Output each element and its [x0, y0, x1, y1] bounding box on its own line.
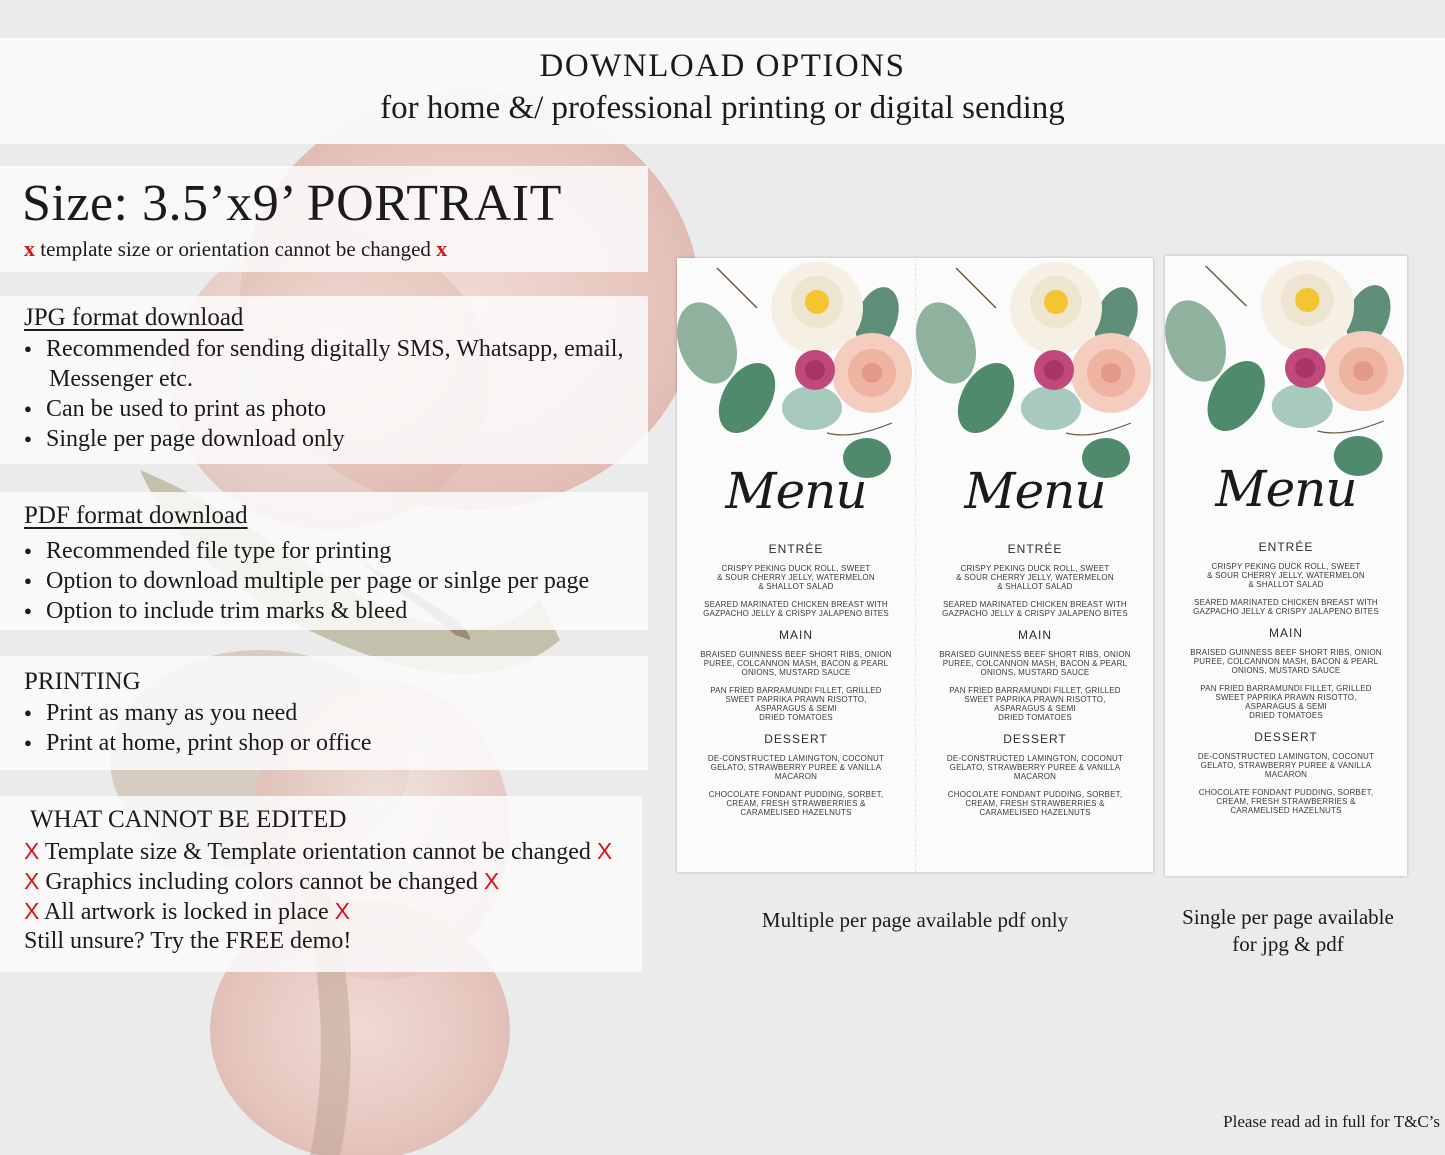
menu-card	[677, 258, 915, 872]
restriction-line: X Graphics including colors cannot be changed X	[24, 868, 500, 895]
pdf-title: PDF format download	[24, 502, 248, 529]
size-note	[24, 236, 447, 262]
single-per-page-preview	[1165, 256, 1407, 876]
restriction-line: X All artwork is locked in place X	[24, 898, 350, 925]
menu-card	[1165, 256, 1407, 876]
red-x-mark: X	[334, 898, 350, 924]
list-item: ● Can be used to print as photo	[24, 394, 623, 424]
single-per-page-caption	[1158, 904, 1418, 958]
dish-item: BRAISED GUINNESS BEEF SHORT RIBS, ONION PUREE, COLCANNON MASH, BACON & PEARL ONIONS, MUSTARD SAUCE	[939, 650, 1131, 677]
dish-item: PAN FRIED BARRAMUNDI FILLET, GRILLED SWEET PAPRIKA PRAWN RISOTTO, ASPARAGUS & SEMI DRIED TOMATOES	[949, 686, 1121, 722]
dish-item: SEARED MARINATED CHICKEN BREAST WITH GAZPACHO JELLY & CRISPY JALAPENO BITES	[942, 600, 1128, 618]
page-title: DOWNLOAD OPTIONS	[539, 48, 906, 84]
list-item: ● Print as many as you need	[24, 698, 372, 728]
menu-script-title: Menu	[964, 462, 1106, 520]
dish-item: DE-CONSTRUCTED LAMINGTON, COCONUT GELATO, STRAWBERRY PUREE & VANILLA MACARON	[707, 754, 885, 781]
list-item: ● Recommended for sending digitally SMS, Whatsapp, email, Messenger etc.	[24, 334, 623, 394]
printing-panel	[0, 656, 648, 770]
dish-item: BRAISED GUINNESS BEEF SHORT RIBS, ONION PUREE, COLCANNON MASH, BACON & PEARL ONIONS, MUSTARD SAUCE	[700, 650, 892, 677]
floral-illustration	[677, 258, 915, 488]
course-heading: MAIN	[1269, 626, 1303, 640]
list-item: ● Recommended file type for printing	[24, 536, 589, 566]
printing-title: PRINTING	[24, 668, 141, 695]
bullet-continuation: Messenger etc.	[49, 366, 193, 392]
course-heading: ENTRÉE	[768, 542, 824, 556]
red-x-mark: X	[24, 838, 40, 864]
floral-illustration	[1165, 256, 1407, 486]
jpg-title: JPG format download	[24, 304, 244, 331]
dish-item: CHOCOLATE FONDANT PUDDING, SORBET, CREAM, FRESH STRAWBERRIES & CARAMELISED HAZELNUTS	[1198, 788, 1374, 815]
dish-item: CRISPY PEKING DUCK ROLL, SWEET & SOUR CHERRY JELLY, WATERMELON & SHALLOT SALAD	[717, 564, 875, 591]
list-item: ● Print at home, print shop or office	[24, 728, 372, 758]
size-title: Size: 3.5’x9’ PORTRAIT	[22, 175, 562, 232]
printing-bullet-list	[24, 698, 372, 758]
red-x-mark: X	[24, 898, 40, 924]
single-caption-line: for jpg & pdf	[1232, 932, 1344, 956]
terms-note: Please read ad in full for T&C’s	[1223, 1112, 1440, 1131]
dish-item: PAN FRIED BARRAMUNDI FILLET, GRILLED SWEET PAPRIKA PRAWN RISOTTO, ASPARAGUS & SEMI DRIED TOMATOES	[710, 686, 882, 722]
dish-item: CHOCOLATE FONDANT PUDDING, SORBET, CREAM, FRESH STRAWBERRIES & CARAMELISED HAZELNUTS	[708, 790, 884, 817]
menu-body	[677, 542, 915, 826]
dish-item: PAN FRIED BARRAMUNDI FILLET, GRILLED SWEET PAPRIKA PRAWN RISOTTO, ASPARAGUS & SEMI DRIED TOMATOES	[1200, 684, 1372, 720]
jpg-bullet-list	[24, 334, 623, 454]
dish-item: DE-CONSTRUCTED LAMINGTON, COCONUT GELATO, STRAWBERRY PUREE & VANILLA MACARON	[946, 754, 1124, 781]
restrictions-title: WHAT CANNOT BE EDITED	[30, 806, 347, 833]
red-x-mark: X	[596, 838, 613, 864]
multiple-per-page-caption: Multiple per page available pdf only	[761, 908, 1069, 932]
menu-script-title: Menu	[725, 462, 867, 520]
course-heading: DESSERT	[1003, 732, 1067, 746]
dish-item: CRISPY PEKING DUCK ROLL, SWEET & SOUR CHERRY JELLY, WATERMELON & SHALLOT SALAD	[1207, 562, 1365, 589]
course-heading: DESSERT	[1254, 730, 1318, 744]
dish-item: SEARED MARINATED CHICKEN BREAST WITH GAZPACHO JELLY & CRISPY JALAPENO BITES	[703, 600, 889, 618]
page-subtitle: for home &/ professional printing or digital sending	[380, 90, 1065, 126]
multiple-per-page-preview	[677, 258, 1153, 872]
course-heading: ENTRÉE	[1258, 540, 1314, 554]
demo-prompt: Still unsure? Try the FREE demo!	[24, 928, 352, 954]
pdf-panel	[0, 492, 648, 630]
course-heading: ENTRÉE	[1007, 542, 1063, 556]
dish-item: DE-CONSTRUCTED LAMINGTON, COCONUT GELATO, STRAWBERRY PUREE & VANILLA MACARON	[1197, 752, 1375, 779]
menu-card	[915, 258, 1153, 872]
course-heading: DESSERT	[764, 732, 828, 746]
size-note-text: template size or orientation cannot be changed	[40, 237, 431, 261]
menu-script-title: Menu	[1215, 460, 1357, 518]
red-x-mark: x	[24, 236, 35, 261]
red-x-mark: x	[436, 236, 448, 261]
menu-body	[1165, 540, 1407, 824]
size-panel	[0, 166, 648, 272]
dish-item: SEARED MARINATED CHICKEN BREAST WITH GAZPACHO JELLY & CRISPY JALAPENO BITES	[1193, 598, 1379, 616]
red-x-mark: X	[24, 868, 40, 894]
restrictions-panel	[0, 796, 642, 972]
restriction-line: X Template size & Template orientation cannot be changed X	[24, 838, 613, 865]
dish-item: BRAISED GUINNESS BEEF SHORT RIBS, ONION PUREE, COLCANNON MASH, BACON & PEARL ONIONS, MUSTARD SAUCE	[1190, 648, 1382, 675]
list-item: ● Single per page download only	[24, 424, 623, 454]
list-item: ● Option to download multiple per page or sinlge per page	[24, 566, 589, 596]
menu-body	[916, 542, 1153, 826]
floral-illustration	[916, 258, 1153, 488]
course-heading: MAIN	[1018, 628, 1052, 642]
pdf-bullet-list	[24, 536, 589, 626]
course-heading: MAIN	[779, 628, 813, 642]
red-x-mark: X	[483, 868, 500, 894]
jpg-panel	[0, 296, 648, 464]
single-caption-line: Single per page available	[1182, 905, 1394, 929]
header-band	[0, 38, 1445, 144]
dish-item: CRISPY PEKING DUCK ROLL, SWEET & SOUR CHERRY JELLY, WATERMELON & SHALLOT SALAD	[956, 564, 1114, 591]
dish-item: CHOCOLATE FONDANT PUDDING, SORBET, CREAM, FRESH STRAWBERRIES & CARAMELISED HAZELNUTS	[947, 790, 1123, 817]
list-item: ● Option to include trim marks & bleed	[24, 596, 589, 626]
